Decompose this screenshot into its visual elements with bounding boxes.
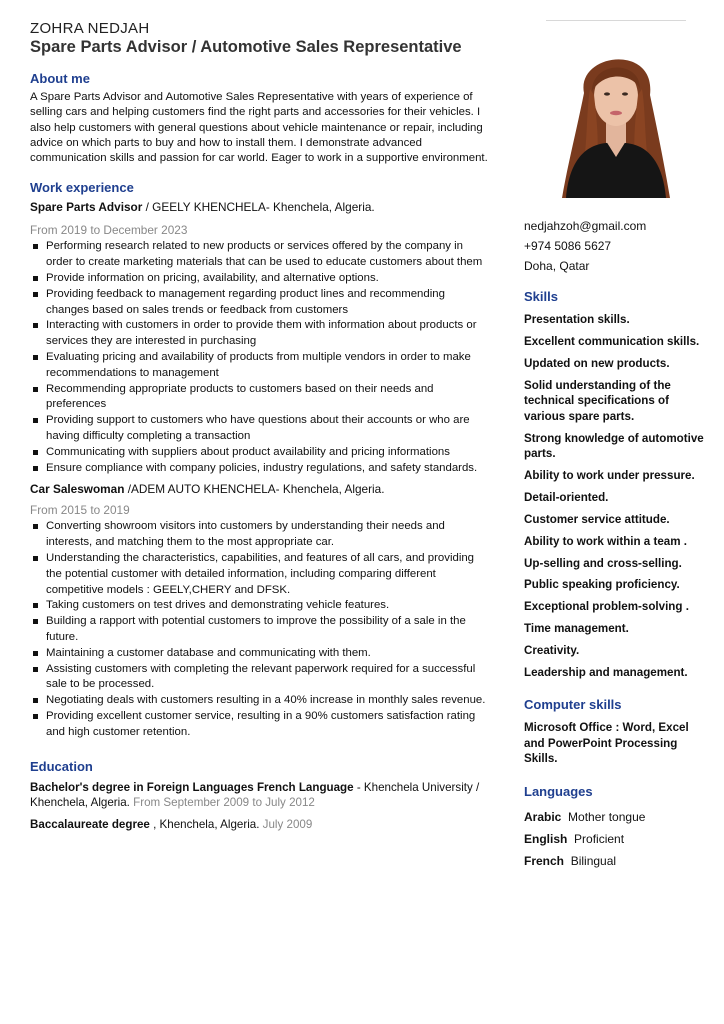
education-list [30, 780, 490, 833]
job-1-role: Spare Parts Advisor [30, 200, 143, 215]
email-text: nedjahzoh@gmail.com [524, 219, 647, 233]
list-item: Building a rapport with potential customers to improve the possibility of a sale in the future. [30, 614, 490, 646]
main-column [30, 20, 490, 833]
list-item: Ensure compliance with company policies, industry regulations, and safety standards. [30, 461, 490, 477]
portrait-image [546, 33, 686, 198]
list-item: Performing research related to new products or services offered by the company in order to create marketing materials that can be used to educate customers about them [30, 239, 490, 271]
list-item: Detail-oriented. [524, 490, 609, 504]
contact-block [524, 216, 646, 276]
list-item: Converting showroom visitors into customers by understanding their needs and interests, and matching them to the most appropriate car. [30, 519, 490, 551]
list-item: Strong knowledge of automotive parts. [524, 431, 704, 461]
list-item: Recommending appropriate products to customers based on their needs and preferences [30, 382, 490, 414]
list-item: Providing excellent customer service, resulting in a 90% customers satisfaction rating and high customer retention. [30, 709, 490, 741]
language-name: Arabic [524, 810, 562, 824]
list-item: Up-selling and cross-selling. [524, 556, 682, 570]
work-heading: Work experience [30, 180, 134, 196]
list-item [524, 828, 645, 850]
education-2-place: , Khenchela, Algeria. [149, 818, 260, 832]
languages-heading: Languages [524, 784, 593, 799]
language-level: Bilingual [570, 854, 617, 868]
list-item [524, 850, 645, 872]
job-2-role: Car Saleswoman [30, 482, 125, 497]
education-1-degree: Bachelor's degree in Foreign Languages French Language [30, 780, 354, 794]
list-item: Providing feedback to management regarding product lines and recommending changes based on sales trends or feedback from customers [30, 287, 490, 319]
job-1-bullets [30, 239, 490, 476]
education-item-1 [30, 780, 490, 812]
skills-heading: Skills [524, 289, 558, 304]
list-item: Taking customers on test drives and demonstrating vehicle features. [30, 598, 490, 614]
list-item: Communicating with suppliers about product availability and pricing informations [30, 445, 490, 461]
language-level: Proficient [574, 832, 625, 846]
skills-list [524, 312, 709, 687]
job-2-company: /ADEM AUTO KHENCHELA- Khenchela, Algeria. [124, 482, 385, 497]
candidate-title: Spare Parts Advisor / Automotive Sales Representative [30, 38, 462, 56]
list-item: Understanding the characteristics, capabilities, and features of all cars, and providing the potential customer with detailed information, including comparing different competitive models : GEELY,CHERY and DFSK. [30, 551, 490, 598]
list-item: Ability to work under pressure. [524, 468, 695, 482]
about-text: A Spare Parts Advisor and Automotive Sales Representative with years of experience of selling cars and helping customers find the right parts and accessories for their vehicles. I also help customers with general questions about vehicle maintenance or repair, including advice on which parts to buy and how to install them. I demonstrate advanced communication skills and passion for car world. Eager to work in a supportive environment. [30, 91, 488, 165]
list-item: Provide information on pricing, availability, and alternative options. [30, 271, 490, 287]
education-1-place: - Khenchela University / Khenchela, Algeria. [30, 780, 480, 810]
languages-list [524, 806, 645, 872]
divider [546, 20, 686, 21]
education-2-dates: July 2009 [259, 818, 313, 832]
list-item: Excellent communication skills. [524, 334, 700, 348]
list-item: Public speaking proficiency. [524, 578, 680, 592]
list-item: Solid understanding of the technical specifications of various spare parts. [524, 378, 671, 423]
list-item: Providing support to customers who have questions about their accounts or who are having difficulty completing a transaction [30, 413, 490, 445]
about-heading: About me [30, 71, 90, 86]
job-2-bullets [30, 519, 490, 740]
list-item: Creativity. [524, 644, 580, 658]
education-1-dates: From September 2009 to July 2012 [129, 796, 315, 810]
list-item: Customer service attitude. [524, 512, 670, 526]
language-name: English [524, 832, 568, 846]
education-2-degree: Baccalaureate degree [30, 818, 150, 832]
location-text: Doha, Qatar [524, 259, 590, 273]
list-item: Exceptional problem-solving . [524, 600, 689, 614]
list-item: Updated on new products. [524, 356, 670, 370]
list-item: Negotiating deals with customers resulting in a 40% increase in monthly sales revenue. [30, 693, 490, 709]
job-2-line [30, 482, 490, 496]
list-item: Maintaining a customer database and communicating with them. [30, 646, 490, 662]
candidate-name: ZOHRA NEDJAH [30, 20, 150, 37]
list-item: Ability to work within a team . [524, 534, 687, 548]
list-item: Time management. [524, 622, 629, 636]
profile-photo [546, 33, 686, 198]
job-1 [30, 200, 490, 476]
education-heading: Education [30, 758, 93, 774]
list-item: Assisting customers with completing the relevant paperwork required for a successful sale to be processed. [30, 662, 490, 694]
education-item-2 [30, 817, 490, 833]
language-level: Mother tongue [568, 810, 646, 824]
job-2-dates: From 2015 to 2019 [30, 503, 130, 518]
language-name: French [524, 854, 565, 868]
list-item: Presentation skills. [524, 313, 630, 326]
computer-skills-list [524, 720, 709, 773]
list-item: Leadership and management. [524, 665, 688, 679]
job-1-company: / GEELY KHENCHELA- Khenchela, Algeria. [142, 200, 375, 215]
list-item: Evaluating pricing and availability of products from multiple vendors in order to make recommendations to management [30, 350, 490, 382]
list-item: Interacting with customers in order to provide them with information about products or services they are interested in purchasing [30, 318, 490, 350]
phone-text: +974 5086 5627 [524, 239, 612, 253]
job-1-dates: From 2019 to December 2023 [30, 223, 188, 238]
job-1-line [30, 200, 490, 214]
list-item [524, 806, 645, 828]
list-item: Microsoft Office : Word, Excel and PowerPoint Processing Skills. [524, 721, 689, 765]
job-2 [30, 482, 490, 740]
computer-skills-heading: Computer skills [524, 697, 622, 712]
